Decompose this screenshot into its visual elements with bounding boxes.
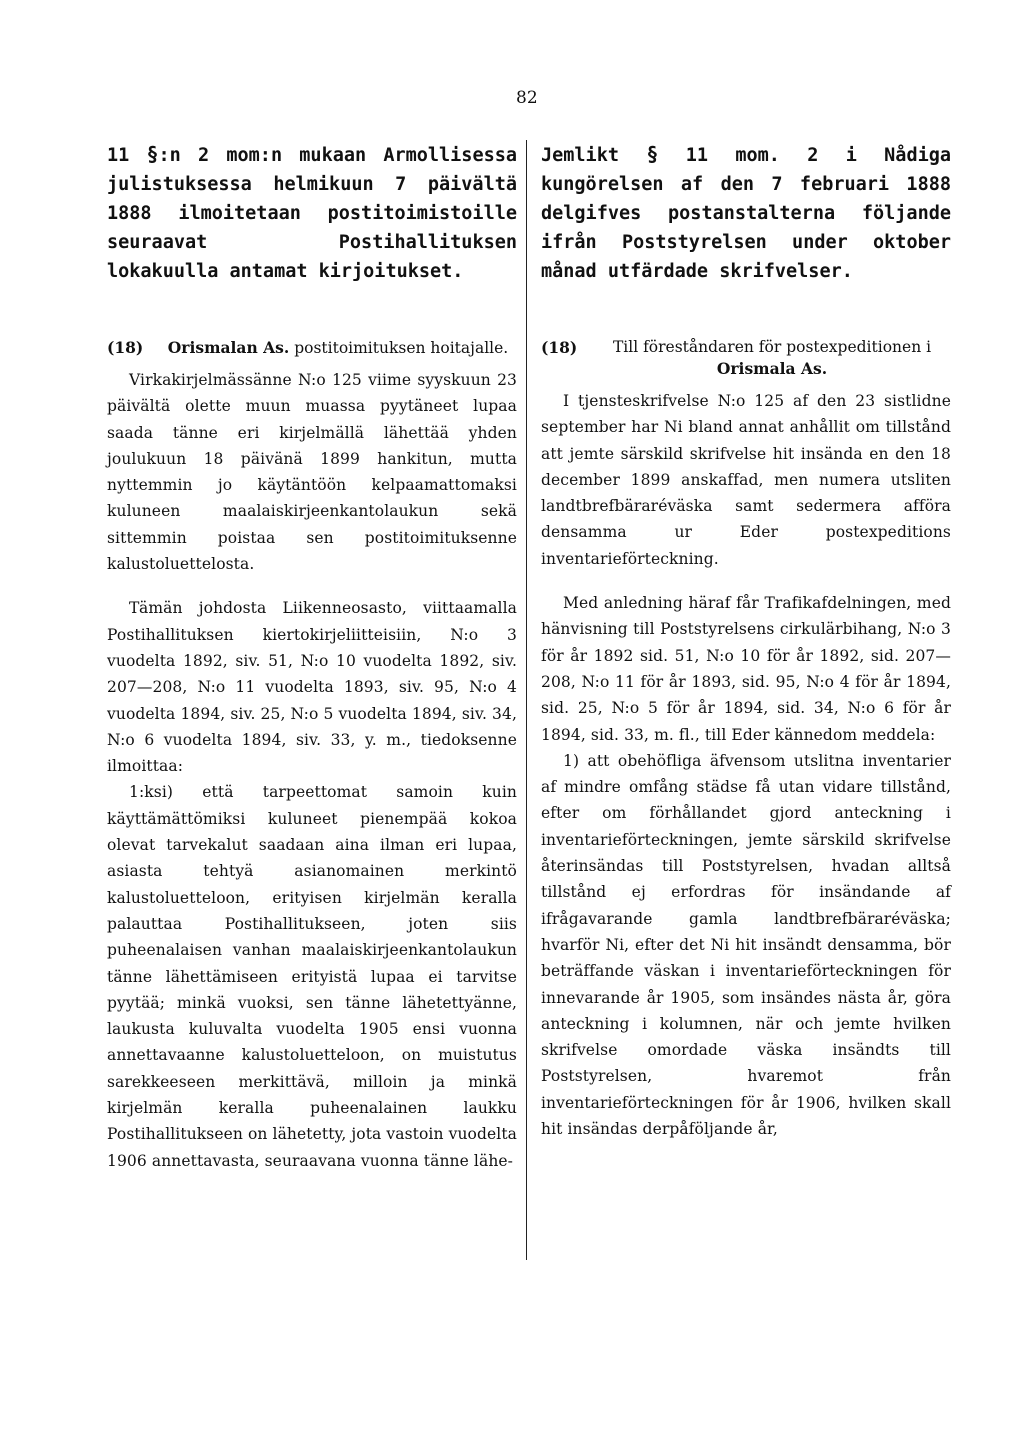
finnish-paragraph-2: Tämän johdosta Liikenneosasto, viittaamalla Postihallituksen kiertokirjeliitteisiin, N:o 3 vuodelta 1892, siv. 51, N:o 10 vuodelta 1892, siv. 207—208, N:o 11 vuodelta 1893, siv. 95, N:o 4 vuodelta 1894, siv. 25, N:o 5 vuodelta 1894, siv. 34, N:o 6 vuodelta 1894, siv. 33, y. m., tiedoksenne ilmoittaa:	[107, 599, 517, 776]
section-sign: §	[146, 142, 159, 166]
swedish-letter-number: (18)	[541, 338, 578, 357]
finnish-letter-addressee	[159, 337, 517, 359]
swedish-paragraph-3: 1) att obehöfliga äfvensom utslitna inventarier af mindre omfång städse få utan vidare tillstånd, efter om förhållandet gjord anteckning i inventarieförteckningen, jemte särskild skrifvelse återinsändas till Poststyrelsen, hvadan alltså tillstånd ej erfordras för insändande af ifrågavarande gamla landtbrefbäraréväska; hvarför Ni, efter det Ni hit insändt densamma, bör beträffande väskan i inventarieförteckningen för innevarande år 1905, som insändes nästa år, göra anteckning i kolumnen, när och jemte hvilken skrifvelse omordade väska insändts till Poststyrelsen, hvaremot från inventarieförteckningen för år 1906, hvilken skall hit insändas derpåföljande år,	[541, 751, 951, 1139]
finnish-column	[107, 140, 517, 1174]
swedish-column	[541, 140, 951, 1142]
column-divider	[526, 140, 527, 1260]
swedish-heading-prefix: Jemlikt	[541, 145, 647, 166]
finnish-heading-prefix: 11	[107, 145, 147, 166]
page-number: 82	[516, 88, 538, 108]
swedish-heading	[541, 140, 951, 286]
swedish-heading-text: 11 mom. 2 i Nådiga kungörelsen af den 7 februari 1888 delgifves postanstalterna följande ifrån Poststyrelsen under oktober månad utfärdade skrifvelser.	[541, 145, 951, 282]
finnish-addressee-name: Orismalan As.	[167, 338, 290, 357]
swedish-letter-addressee	[593, 337, 951, 380]
swedish-addressee-role: Till föreståndaren för postexpeditionen i	[612, 338, 932, 356]
swedish-paragraph-1: I tjensteskrifvelse N:o 125 af den 23 sistlidne september har Ni bland annat anhållit om tillstånd att jemte särskild skrifvelse hit insända en den 18 december 1899 anskaffad, men numera utsliten landtbrefbäraréväska samt sedermera afföra densamma ur Eder postexpeditions inventarieförteckning.	[541, 392, 951, 568]
finnish-letter-title	[107, 337, 517, 359]
swedish-paragraph-2: Med anledning häraf får Trafikafdelningen, med hänvisning till Poststyrelsens cirkulärbihang, N:o 3 för år 1892 sid. 51, N:o 10 för år 1892, sid. 207—208, N:o 11 för år 1893, sid. 95, N:o 4 för år 1894, sid. 25, N:o 5 för år 1894, sid. 34, N:o 6 för år 1894, sid. 33, m. fl., till Eder kännedom meddela:	[541, 594, 951, 744]
finnish-paragraph-3: 1:ksi) että tarpeettomat samoin kuin käyttämättömiksi kuluneet pienempää kokoa olevat tarvekalut saadaan aina ilman eri lupaa, asiasta tehtyä asianomainen merkintö kalustoluetteloon, erityisen kirjelmän keralla palauttaa Postihallitukseen, joten siis puheenalaisen vanhan maalaiskirjeenkantolaukun tänne lähettämiseen erityistä lupaa ei tarvitse pyytää; minkä vuoksi, sen tänne lähetettyänne, laukusta kuluvalta vuodelta 1905 ensi vuonna annettavaanne kalustoluetteloon, on muistutus sarekkeeseen merkittävä, milloin ja minkä kirjelmän keralla puheenalainen laukku Postihallitukseen on lähetetty, jota vastoin vuodelta 1906 annettavasta, seuraavana vuonna tänne lähe-	[107, 783, 517, 1170]
finnish-heading-text: :n 2 mom:n mukaan Armollisessa julistuksessa helmikuun 7 päivältä 1888 ilmoitetaan postitoimistoille seuraavat Postihallituksen lokakuulla antamat kirjoitukset.	[107, 145, 517, 282]
finnish-addressee-role: postitoimituksen hoitajalle.	[289, 339, 509, 357]
finnish-letter-number: (18)	[107, 338, 144, 357]
section-sign: §	[646, 142, 659, 166]
swedish-addressee-name: Orismala As.	[716, 359, 828, 378]
finnish-heading	[107, 140, 517, 286]
swedish-letter-title	[541, 337, 951, 380]
finnish-paragraph-1: Virkakirjelmässänne N:o 125 viime syyskuun 23 päivältä olette muun muassa pyytäneet lupaa saada tänne eri kirjelmällä lähettää yhden joulukuun 18 päivänä 1899 hankitun, mutta nyttemmin jo käytäntöön kelpaamattomaksi kuluneen maalaiskirjeenkantolaukun sekä sittemmin poistaa sen postitoimituksenne kalustoluettelosta.	[107, 371, 517, 574]
